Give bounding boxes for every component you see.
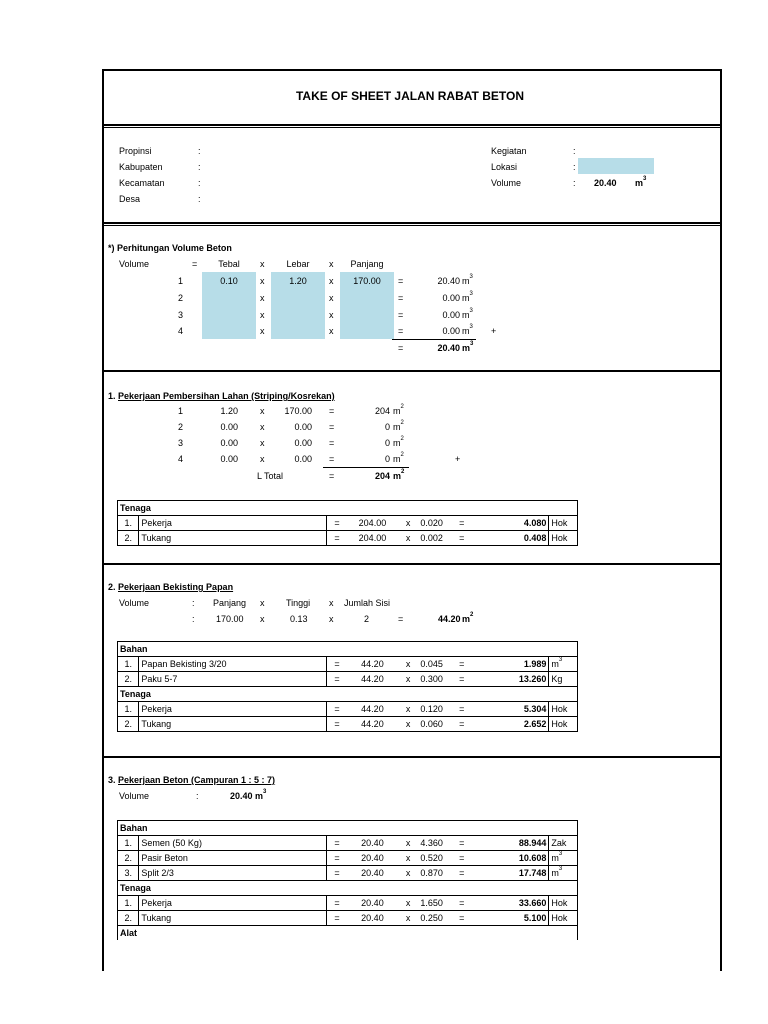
row-result: 0.00 — [442, 326, 460, 336]
row-vol: 204.00 — [347, 516, 398, 531]
col-sisi: Jumlah Sisi — [344, 598, 391, 608]
table-row — [118, 866, 578, 881]
row-name: Tukang — [139, 911, 327, 926]
eq-sign: = — [329, 422, 335, 432]
row-result: 5.304 — [502, 702, 549, 717]
row-coef: 0.020 — [418, 516, 457, 531]
row-no: 1 — [178, 406, 184, 416]
row-result: 0 — [384, 438, 390, 448]
eq-sign: = — [398, 343, 404, 353]
sec1-total: 204 — [374, 471, 390, 481]
x-sign: x — [398, 717, 418, 732]
x-sign: x — [260, 422, 265, 432]
sec3-heading: 3. Pekerjaan Beton (Campuran 1 : 5 : 7) — [108, 775, 276, 785]
group-header — [118, 881, 578, 896]
col-tinggi: Tinggi — [286, 598, 311, 608]
row-vol: 44.20 — [347, 702, 398, 717]
header-sep: : — [198, 194, 201, 204]
divider — [102, 225, 722, 226]
sum-rule — [323, 467, 409, 468]
table-row — [118, 717, 578, 732]
sep: : — [192, 614, 195, 624]
eq-sign: = — [327, 672, 347, 687]
header-volume-value: 20.40 — [594, 178, 617, 188]
eq-sign: = — [457, 672, 502, 687]
sec2-volume-label: Volume — [119, 598, 150, 608]
vol-calc-label: Volume — [119, 259, 150, 269]
row-unit: $m^2$ — [393, 436, 404, 448]
page-title: TAKE OF SHEET JALAN RABAT BETON — [295, 89, 524, 103]
row-no: 2. — [118, 911, 139, 926]
row-no: 2 — [178, 422, 184, 432]
row-vol: 44.20 — [347, 672, 398, 687]
eq-sign: = — [398, 276, 404, 286]
row-result: 13.260 — [502, 672, 549, 687]
row-no: 2. — [118, 717, 139, 732]
row-result: 10.608 — [502, 851, 549, 866]
vol-calc-heading: *) Perhitungan Volume Beton — [108, 243, 232, 253]
header-sep: : — [198, 146, 201, 156]
sec3-heading-text: Pekerjaan Beton (Campuran 1 : 5 : 7) — [118, 775, 276, 785]
row-no: 4 — [178, 326, 184, 336]
eq-sign: = — [398, 326, 404, 336]
row-name: Pekerja — [139, 896, 327, 911]
header-label: Propinsi — [119, 146, 152, 156]
row-name: Paku 5-7 — [139, 672, 327, 687]
x-sign: x — [329, 310, 334, 320]
x-sign: x — [398, 866, 418, 881]
sec2-table — [117, 641, 578, 732]
eq-sign: = — [327, 702, 347, 717]
row-no: 4 — [178, 454, 184, 464]
table-row — [118, 516, 578, 531]
x-sign: x — [260, 326, 265, 336]
row-coef: 0.250 — [418, 911, 457, 926]
eq-sign: = — [457, 911, 502, 926]
row-name: Semen (50 Kg) — [139, 836, 327, 851]
eq-sign: = — [327, 717, 347, 732]
eq-sign: = — [457, 851, 502, 866]
x-sign: x — [329, 259, 334, 269]
vol-total: 20.40 — [437, 343, 460, 353]
l-total-label: L Total — [257, 471, 284, 481]
eq-sign: = — [327, 896, 347, 911]
x-sign: x — [398, 531, 418, 546]
row-vol: 20.40 — [347, 911, 398, 926]
row-no: 1. — [118, 702, 139, 717]
x-sign: x — [260, 454, 265, 464]
row-unit: $m^3$ — [462, 274, 473, 286]
row-a: 1.20 — [220, 406, 238, 416]
row-unit: $m^3$ — [462, 291, 473, 303]
header-volume-unit: $m^3$ — [635, 176, 647, 188]
sec2-heading-text: Pekerjaan Bekisting Papan — [118, 582, 234, 592]
tenaga-label: Tenaga — [118, 881, 578, 896]
eq-sign: = — [457, 896, 502, 911]
table-row — [118, 657, 578, 672]
divider — [102, 563, 722, 565]
vol-total-unit: $m^3$ — [462, 341, 474, 353]
table-row — [118, 851, 578, 866]
table-row — [118, 911, 578, 926]
x-sign: x — [329, 293, 334, 303]
col-lebar: Lebar — [286, 259, 310, 269]
bahan-label: Bahan — [118, 821, 578, 836]
lebar-value: 1.20 — [289, 276, 307, 286]
sep: : — [196, 791, 199, 801]
row-unit: Zak — [549, 836, 578, 851]
eq-sign: = — [329, 406, 335, 416]
row-a: 0.00 — [220, 438, 238, 448]
row-name: Tukang — [139, 531, 327, 546]
header-label: Kabupaten — [119, 162, 163, 172]
table-row — [118, 672, 578, 687]
row-unit: Kg — [549, 672, 578, 687]
table-row — [118, 896, 578, 911]
divider — [102, 370, 722, 372]
x-sign: x — [398, 896, 418, 911]
row-vol: 20.40 — [347, 836, 398, 851]
row-coef: 1.650 — [418, 896, 457, 911]
row-result: 5.100 — [502, 911, 549, 926]
table-row — [118, 531, 578, 546]
row-no: 2. — [118, 672, 139, 687]
x-sign: x — [398, 657, 418, 672]
x-sign: x — [329, 598, 334, 608]
x-sign: x — [398, 836, 418, 851]
row-result: 2.652 — [502, 717, 549, 732]
header-label: Volume — [491, 178, 522, 188]
row-vol: 20.40 — [347, 866, 398, 881]
sec3-volume: 20.40 — [230, 791, 253, 801]
x-sign: x — [260, 406, 265, 416]
row-result: 0 — [384, 422, 390, 432]
row-vol: 204.00 — [347, 531, 398, 546]
row-vol: 44.20 — [347, 657, 398, 672]
row-result: 1.989 — [502, 657, 549, 672]
row-name: Split 2/3 — [139, 866, 327, 881]
x-sign: x — [260, 293, 265, 303]
row-no: 2. — [118, 851, 139, 866]
plus-sign: + — [455, 454, 461, 464]
eq-sign: = — [327, 531, 347, 546]
row-unit: $m^2$ — [393, 420, 404, 432]
row-no: 1. — [118, 516, 139, 531]
row-coef: 0.060 — [418, 717, 457, 732]
sec3-volume-unit: $m^3$ — [255, 789, 267, 801]
row-no: 1 — [178, 276, 184, 286]
group-header — [118, 501, 578, 516]
eq-sign: = — [398, 614, 404, 624]
header-sep: : — [198, 178, 201, 188]
row-b: 170.00 — [284, 406, 312, 416]
row-coef: 0.870 — [418, 866, 457, 881]
eq-sign: = — [457, 657, 502, 672]
panjang-value: 170.00 — [353, 276, 381, 286]
row-vol: 20.40 — [347, 851, 398, 866]
eq-sign: = — [327, 851, 347, 866]
row-unit: Hok — [549, 516, 578, 531]
sec1-heading-text: Pekerjaan Pembersihan Lahan (Striping/Kosrekan) — [118, 391, 335, 401]
eq-sign: = — [327, 836, 347, 851]
x-sign: x — [329, 276, 334, 286]
sec1-total-unit: $m^2$ — [393, 469, 405, 481]
row-unit: $m^3$ — [462, 324, 473, 336]
sec2-result: 44.20 — [438, 614, 461, 624]
row-b: 0.00 — [294, 454, 312, 464]
x-sign: x — [260, 276, 265, 286]
row-name: Pekerja — [139, 702, 327, 717]
header-label: Desa — [119, 194, 141, 204]
sec3-table — [117, 820, 578, 940]
x-sign: x — [329, 614, 334, 624]
row-unit: $m^3$ — [462, 308, 473, 320]
divider — [102, 127, 722, 128]
tebal-value: 0.10 — [220, 276, 238, 286]
row-unit: Hok — [549, 702, 578, 717]
col-panjang: Panjang — [213, 598, 247, 608]
row-result: 204 — [374, 406, 390, 416]
header-sep: : — [573, 178, 576, 188]
eq-sign: = — [457, 516, 502, 531]
eq-sign: = — [192, 259, 198, 269]
row-a: 0.00 — [220, 422, 238, 432]
row-name: Pekerja — [139, 516, 327, 531]
x-sign: x — [329, 326, 334, 336]
x-sign: x — [260, 310, 265, 320]
alat-label: Alat — [118, 926, 578, 941]
table-row — [118, 702, 578, 717]
row-b: 0.00 — [294, 438, 312, 448]
row-result: 88.944 — [502, 836, 549, 851]
x-sign: x — [398, 702, 418, 717]
row-result: 33.660 — [502, 896, 549, 911]
row-no: 3 — [178, 438, 184, 448]
sisi-value: 2 — [364, 614, 370, 624]
eq-sign: = — [457, 531, 502, 546]
sec1-tenaga-table — [117, 500, 578, 546]
eq-sign: = — [327, 657, 347, 672]
row-coef: 0.120 — [418, 702, 457, 717]
eq-sign: = — [327, 911, 347, 926]
group-header — [118, 642, 578, 657]
row-unit: $m^2$ — [393, 452, 404, 464]
eq-sign: = — [398, 310, 404, 320]
eq-sign: = — [457, 702, 502, 717]
eq-sign: = — [457, 717, 502, 732]
row-coef: 0.300 — [418, 672, 457, 687]
divider — [102, 756, 722, 758]
row-no: 1. — [118, 836, 139, 851]
row-a: 0.00 — [220, 454, 238, 464]
row-coef: 0.045 — [418, 657, 457, 672]
eq-sign: = — [327, 866, 347, 881]
col-tebal: Tebal — [218, 259, 240, 269]
eq-sign: = — [329, 471, 335, 481]
row-no: 2 — [178, 293, 184, 303]
row-no: 1. — [118, 657, 139, 672]
header-sep: : — [198, 162, 201, 172]
sum-rule — [392, 339, 476, 340]
sep: : — [192, 598, 195, 608]
table-row — [118, 836, 578, 851]
x-sign: x — [260, 438, 265, 448]
sec2-heading: 2. Pekerjaan Bekisting Papan — [108, 582, 234, 592]
row-b: 0.00 — [294, 422, 312, 432]
lokasi-input[interactable] — [578, 158, 654, 174]
x-sign: x — [398, 672, 418, 687]
header-label: Kecamatan — [119, 178, 165, 188]
header-label: Kegiatan — [491, 146, 527, 156]
row-coef: 0.002 — [418, 531, 457, 546]
eq-sign: = — [329, 454, 335, 464]
row-unit: $m^2$ — [393, 404, 404, 416]
row-unit: Hok — [549, 717, 578, 732]
plus-sign: + — [491, 326, 497, 336]
row-no: 3. — [118, 866, 139, 881]
header-sep: : — [573, 162, 576, 172]
row-no: 3 — [178, 310, 184, 320]
row-name: Papan Bekisting 3/20 — [139, 657, 327, 672]
x-sign: x — [260, 614, 265, 624]
eq-sign: = — [398, 293, 404, 303]
tenaga-label: Tenaga — [118, 687, 578, 702]
sec1-heading: 1. Pekerjaan Pembersihan Lahan (Striping/Kosrekan) — [108, 391, 335, 401]
row-name: Tukang — [139, 717, 327, 732]
row-unit: $m^3$ — [549, 851, 578, 866]
row-unit: Hok — [549, 911, 578, 926]
row-name: Pasir Beton — [139, 851, 327, 866]
row-vol: 20.40 — [347, 896, 398, 911]
header-sep: : — [573, 146, 576, 156]
divider — [102, 124, 722, 126]
row-no: 1. — [118, 896, 139, 911]
row-no: 2. — [118, 531, 139, 546]
sec2-result-unit: $m^2$ — [462, 612, 474, 624]
header-label: Lokasi — [491, 162, 518, 172]
row-coef: 0.520 — [418, 851, 457, 866]
x-sign: x — [398, 911, 418, 926]
row-unit: $m^3$ — [549, 657, 578, 672]
group-header — [118, 926, 578, 941]
group-header — [118, 687, 578, 702]
x-sign: x — [398, 851, 418, 866]
bahan-label: Bahan — [118, 642, 578, 657]
row-vol: 44.20 — [347, 717, 398, 732]
panjang-value: 170.00 — [216, 614, 244, 624]
row-result: 4.080 — [502, 516, 549, 531]
row-coef: 4.360 — [418, 836, 457, 851]
col-panjang: Panjang — [350, 259, 384, 269]
x-sign: x — [260, 598, 265, 608]
eq-sign: = — [327, 516, 347, 531]
sec3-volume-label: Volume — [119, 791, 150, 801]
x-sign: x — [398, 516, 418, 531]
group-header — [118, 821, 578, 836]
row-result: 0.00 — [442, 293, 460, 303]
eq-sign: = — [329, 438, 335, 448]
row-result: 0.00 — [442, 310, 460, 320]
eq-sign: = — [457, 866, 502, 881]
row-unit: Hok — [549, 531, 578, 546]
row-result: 20.40 — [437, 276, 460, 286]
row-result: 0.408 — [502, 531, 549, 546]
eq-sign: = — [457, 836, 502, 851]
row-unit: $m^3$ — [549, 866, 578, 881]
row-unit: Hok — [549, 896, 578, 911]
tenaga-label: Tenaga — [118, 501, 578, 516]
divider — [102, 222, 722, 224]
row-result: 0 — [384, 454, 390, 464]
x-sign: x — [260, 259, 265, 269]
row-result: 17.748 — [502, 866, 549, 881]
tinggi-value: 0.13 — [290, 614, 308, 624]
